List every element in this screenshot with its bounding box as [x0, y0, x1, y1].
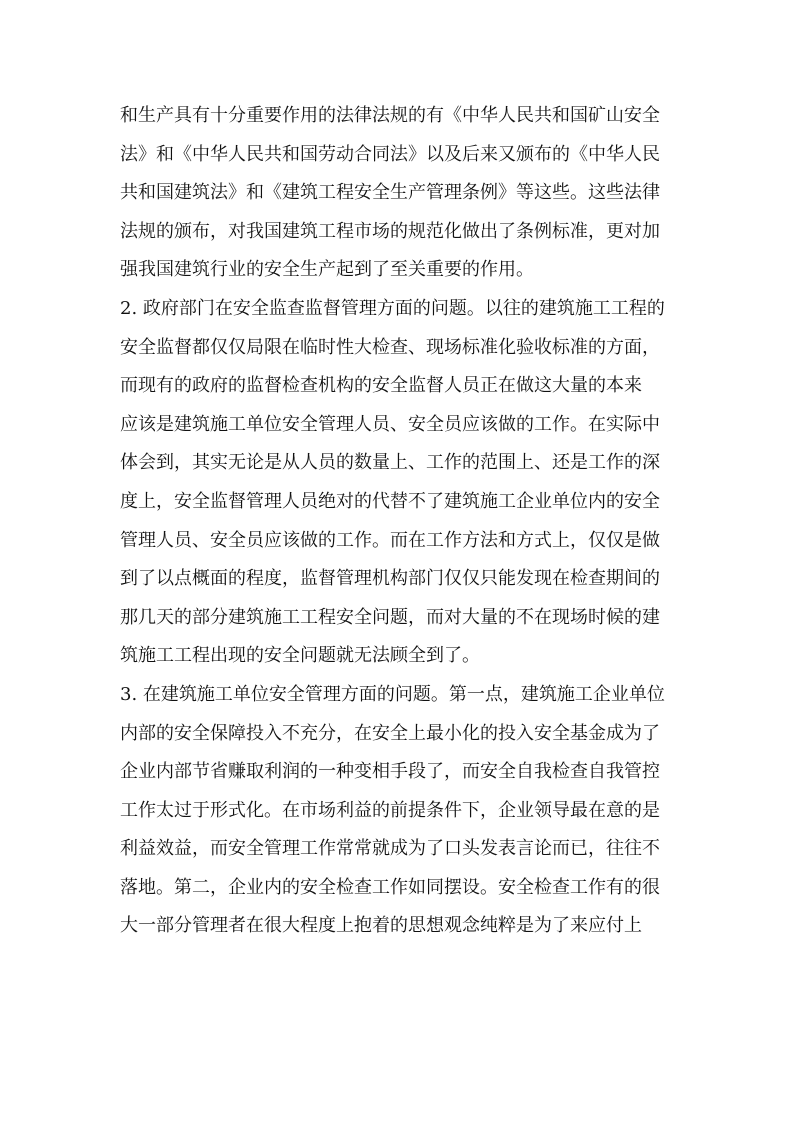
text-line: 那几天的部分建筑施工工程安全问题，而对大量的不在现场时候的建: [120, 606, 660, 628]
text-line: 应该是建筑施工单位安全管理人员、安全员应该做的工作。在实际中: [120, 413, 660, 435]
text-line: 3. 在建筑施工单位安全管理方面的问题。第一点，建筑施工企业单位: [120, 683, 665, 705]
text-line: 体会到，其实无论是从人员的数量上、工作的范围上、还是工作的深: [120, 452, 660, 474]
text-line: 筑施工工程出现的安全问题就无法顾全到了。: [120, 645, 480, 667]
text-line: 度上，安全监督管理人员绝对的代替不了建筑施工企业单位内的安全: [120, 490, 660, 512]
text-line: 大一部分管理者在很大程度上抱着的思想观念纯粹是为了来应付上: [120, 915, 642, 937]
text-line: 共和国建筑法》和《建筑工程安全生产管理条例》等这些。这些法律: [120, 182, 660, 204]
text-line: 和生产具有十分重要作用的法律法规的有《中华人民共和国矿山安全: [120, 105, 660, 126]
text-line: 法》和《中华人民共和国劳动合同法》以及后来又颁布的《中华人民: [120, 143, 660, 165]
text-line: 企业内部节省赚取利润的一种变相手段了，而安全自我检查自我管控: [120, 761, 660, 783]
text-line: 而现有的政府的监督检查机构的安全监督人员正在做这大量的本来: [120, 375, 642, 397]
text-line: 2. 政府部门在安全监查监督管理方面的问题。以往的建筑施工工程的: [120, 297, 665, 319]
text-line: 到了以点概面的程度，监督管理机构部门仅仅只能发现在检查期间的: [120, 568, 660, 590]
text-line: 利益效益，而安全管理工作常常就成为了口头发表言论而已，往往不: [120, 838, 660, 860]
text-line: 管理人员、安全员应该做的工作。而在工作方法和方式上，仅仅是做: [120, 529, 660, 551]
body-text: [120, 97, 680, 946]
text-line: 法规的颁布，对我国建筑工程市场的规范化做出了条例标准，更对加: [120, 220, 660, 242]
text-line: 强我国建筑行业的安全生产起到了至关重要的作用。: [120, 259, 534, 281]
text-line: 工作太过于形式化。在市场利益的前提条件下，企业领导最在意的是: [120, 799, 660, 821]
text-line: 安全监督都仅仅局限在临时性大检查、现场标准化验收标准的方面，: [120, 336, 660, 358]
text-line: 内部的安全保障投入不充分，在安全上最小化的投入安全基金成为了: [120, 722, 660, 744]
text-line: 落地。第二，企业内的安全检查工作如同摆设。安全检查工作有的很: [120, 876, 660, 898]
